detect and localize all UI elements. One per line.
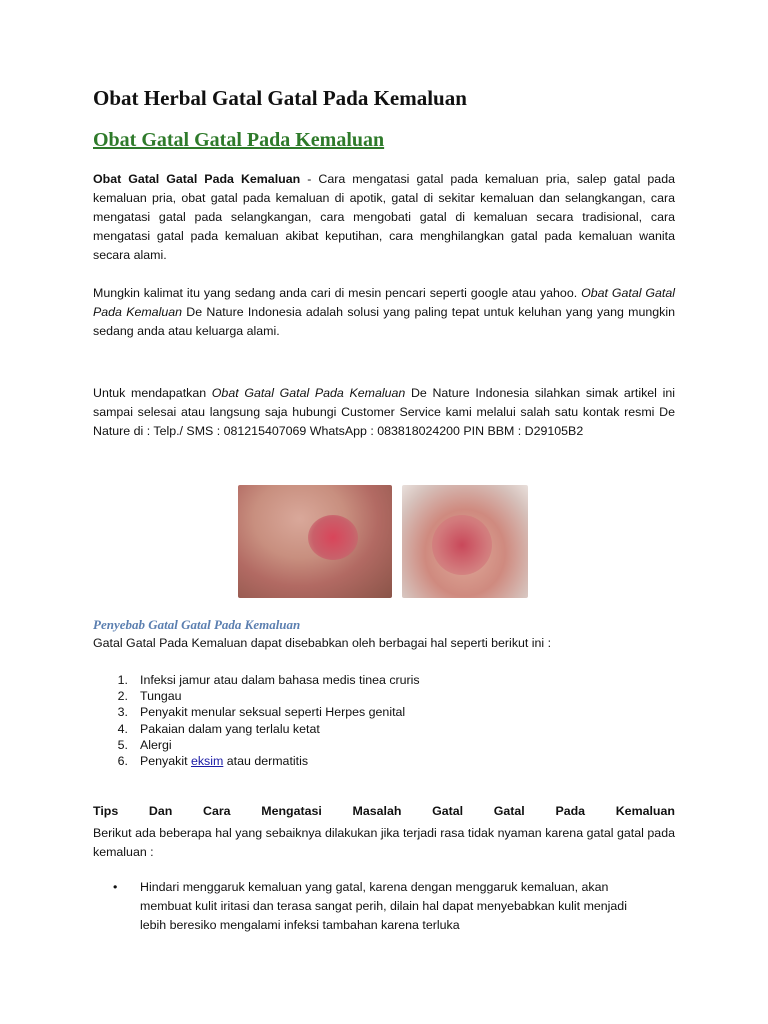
list-text: Penyakit	[140, 754, 191, 769]
text: Mungkin kalimat itu yang sedang anda cari di mesin pencari seperti google atau yahoo.	[93, 286, 582, 300]
list-text: Tungau	[140, 689, 182, 704]
word: Mengatasi	[261, 804, 322, 818]
list-number: 4.	[117, 721, 128, 736]
causes-list	[93, 672, 420, 769]
text: De Nature Indonesia adalah solusi yang paling tepat untuk keluhan yang yang mungkin sedang anda atau keluarga alami.	[93, 305, 675, 338]
section-intro: Gatal Gatal Pada Kemaluan dapat disebabkan oleh berbagai hal seperti berikut ini :	[93, 636, 552, 650]
word: Kemaluan	[615, 804, 675, 818]
list-number: 2.	[117, 689, 128, 704]
paragraph-2	[93, 284, 675, 341]
intro-paragraph	[93, 170, 675, 265]
bullet-icon: •	[113, 880, 118, 894]
list-item	[93, 704, 420, 720]
word: Pada	[555, 804, 586, 818]
keyword: Obat Gatal Gatal Pada Kemaluan	[93, 172, 301, 186]
text: De Nature Indonesia silahkan simak artikel ini sampai selesai atau langsung saja hubungi Customer Service kami melalui salah satu kontak resmi De Nature di : Telp./ SMS : 081215407069 WhatsApp : 083818024200 PIN BBM : D29105B2	[93, 386, 675, 438]
photo-left	[238, 485, 392, 598]
list-text: Alergi	[140, 737, 172, 752]
list-number: 5.	[117, 737, 128, 752]
list-number: 6.	[117, 754, 128, 769]
eksim-link[interactable]: eksim	[190, 754, 224, 769]
photo-right	[402, 485, 528, 598]
list-item	[93, 878, 653, 935]
list-item	[93, 737, 420, 753]
section-heading: Penyebab Gatal Gatal Pada Kemaluan	[93, 617, 301, 632]
document-title: Obat Herbal Gatal Gatal Pada Kemaluan	[93, 86, 467, 110]
document-subtitle: Obat Gatal Gatal Pada Kemaluan	[93, 129, 385, 151]
tips-intro: Berikut ada beberapa hal yang sebaiknya dilakukan jika terjadi rasa tidak nyaman karena gatal gatal pada kemaluan :	[93, 826, 675, 859]
list-number: 1.	[117, 673, 128, 687]
word: Gatal	[432, 804, 464, 818]
italic-keyword: Obat Gatal Gatal Pada Kemaluan	[93, 286, 675, 319]
italic-keyword: Obat Gatal Gatal Pada Kemaluan	[211, 386, 406, 400]
word: Dan	[148, 804, 173, 818]
list-item	[93, 721, 420, 737]
word: Masalah	[352, 804, 402, 818]
tips-heading	[93, 804, 675, 818]
list-item	[93, 753, 420, 769]
list-text: Hindari menggaruk kemaluan yang gatal, karena dengan menggaruk kemaluan, akan membuat kulit iritasi dan terasa sangat perih, dilain hal dapat menyebabkan kulit menjadi lebih beresiko mengalami infeksi tambahan karena terluka	[140, 880, 627, 932]
word: Cara	[203, 804, 231, 818]
word: Tips	[93, 804, 119, 818]
word: Gatal	[493, 804, 525, 818]
list-item	[93, 688, 420, 704]
paragraph-3	[93, 384, 675, 441]
intro-text: - Cara mengatasi gatal pada kemaluan pria, salep gatal pada kemaluan pria, obat gatal pada kemaluan di apotik, gatal di sekitar kemaluan dan selangkangan, cara mengatasi gatal pada selangkangan, cara mengobati gatal di kemaluan secara tradisional, cara mengatasi gatal pada kemaluan akibat keputihan, cara menghilangkan gatal pada kemaluan wanita secara alami.	[93, 172, 675, 262]
list-text: Pakaian dalam yang terlalu ketat	[140, 721, 320, 736]
list-text: Infeksi jamur atau dalam bahasa medis tinea cruris	[140, 673, 420, 687]
list-number: 3.	[117, 705, 128, 720]
text: Untuk mendapatkan	[93, 386, 212, 400]
list-text: atau dermatitis	[223, 754, 309, 769]
list-text: Penyakit menular seksual seperti Herpes genital	[140, 705, 406, 720]
tips-list	[93, 878, 653, 935]
list-item	[93, 672, 420, 688]
